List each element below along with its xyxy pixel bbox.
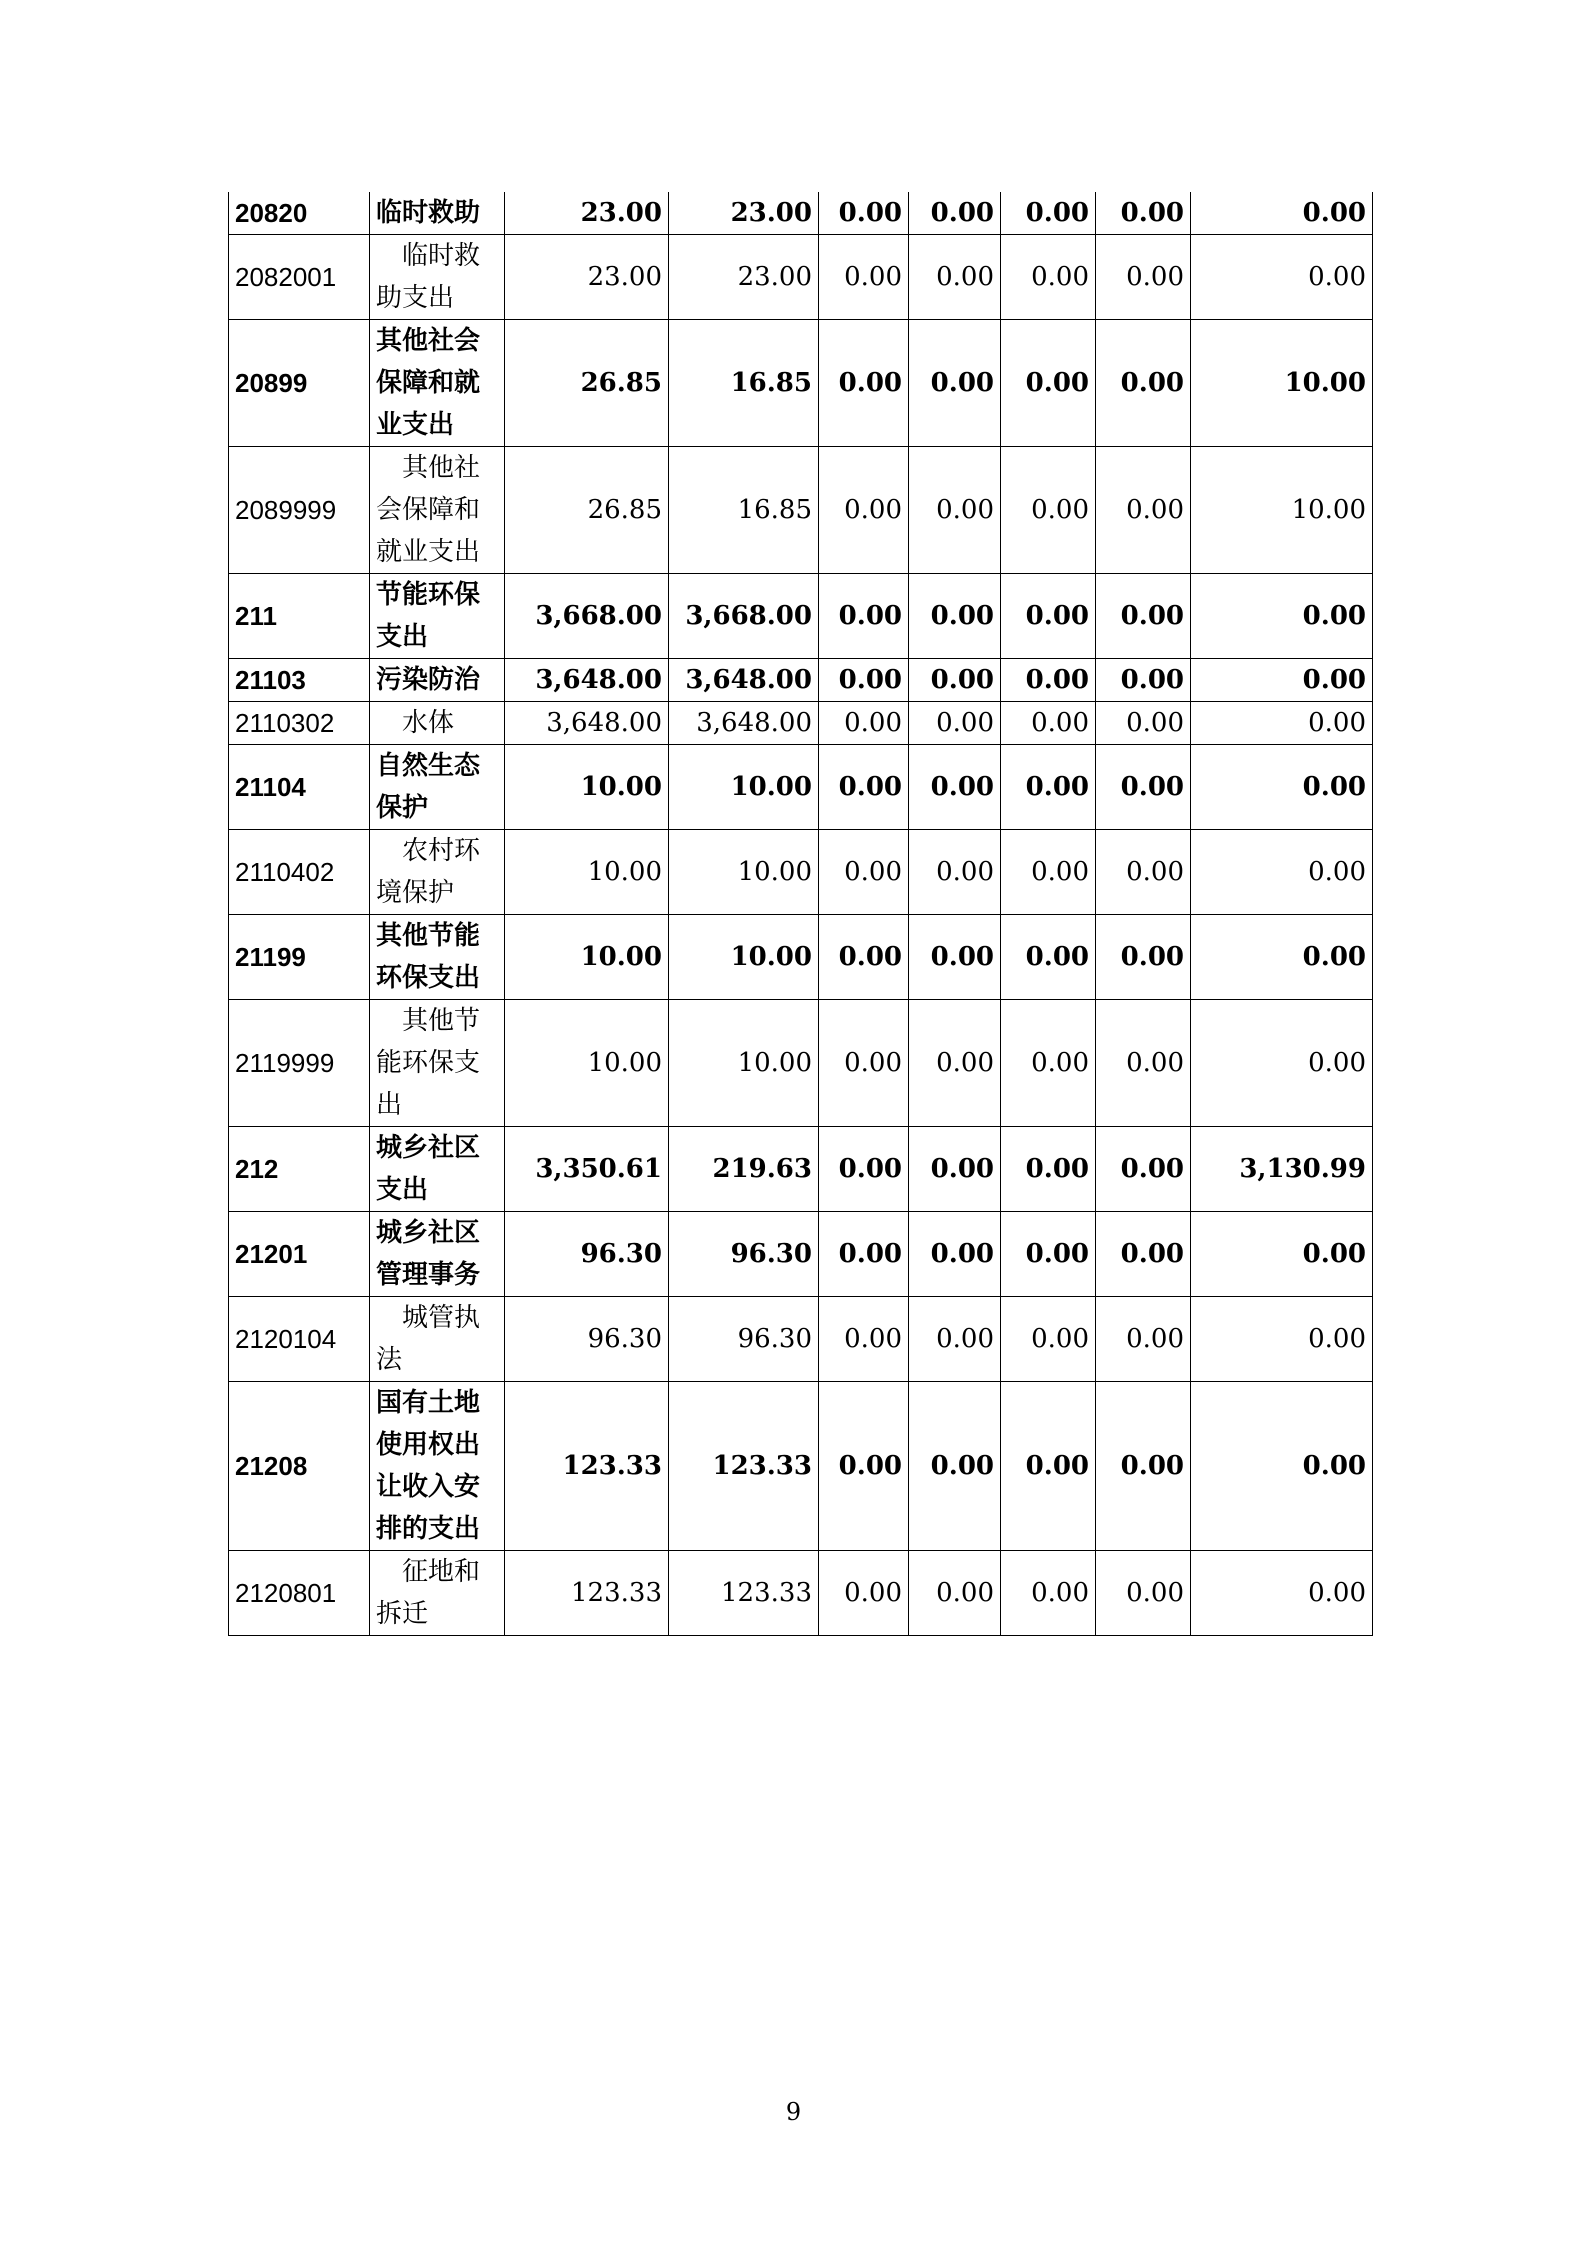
amount-cell: 0.00 <box>819 447 909 574</box>
table-row-category <box>229 915 1373 1000</box>
amount-cell: 0.00 <box>1096 192 1191 235</box>
subject-code-cell: 21199 <box>229 915 370 1000</box>
amount-cell: 3,648.00 <box>505 702 669 745</box>
amount-cell: 0.00 <box>909 702 1001 745</box>
subject-name-cell: 其他节能环保支出 <box>370 1000 505 1127</box>
amount-cell: 0.00 <box>819 1212 909 1297</box>
amount-cell: 0.00 <box>1001 1127 1096 1212</box>
subject-name-cell: 征地和拆迁 <box>370 1551 505 1636</box>
amount-cell: 0.00 <box>1191 1212 1373 1297</box>
amount-cell: 0.00 <box>1001 1212 1096 1297</box>
subject-code-cell: 21103 <box>229 659 370 702</box>
amount-cell: 0.00 <box>909 1127 1001 1212</box>
table-row-item <box>229 830 1373 915</box>
amount-cell: 0.00 <box>1001 1000 1096 1127</box>
amount-cell: 0.00 <box>909 447 1001 574</box>
table-row-item <box>229 702 1373 745</box>
amount-cell: 0.00 <box>1001 1382 1096 1551</box>
subject-code-cell: 2110402 <box>229 830 370 915</box>
amount-cell: 10.00 <box>505 830 669 915</box>
amount-cell: 23.00 <box>669 192 819 235</box>
subject-name-cell: 其他社会保障和就业支出 <box>370 320 505 447</box>
table-row-category <box>229 320 1373 447</box>
amount-cell: 0.00 <box>1191 192 1373 235</box>
subject-name-cell: 自然生态保护 <box>370 745 505 830</box>
subject-code-cell: 2082001 <box>229 235 370 320</box>
amount-cell: 123.33 <box>669 1382 819 1551</box>
subject-name-cell: 城乡社区管理事务 <box>370 1212 505 1297</box>
subject-name-cell: 污染防治 <box>370 659 505 702</box>
amount-cell: 0.00 <box>1001 235 1096 320</box>
amount-cell: 0.00 <box>1191 745 1373 830</box>
budget-expenditure-table <box>228 192 1373 1636</box>
amount-cell: 0.00 <box>909 1212 1001 1297</box>
amount-cell: 3,648.00 <box>669 702 819 745</box>
amount-cell: 0.00 <box>819 235 909 320</box>
amount-cell: 23.00 <box>669 235 819 320</box>
amount-cell: 219.63 <box>669 1127 819 1212</box>
amount-cell: 10.00 <box>669 830 819 915</box>
amount-cell: 0.00 <box>909 192 1001 235</box>
amount-cell: 96.30 <box>505 1212 669 1297</box>
subject-name-cell: 城乡社区支出 <box>370 1127 505 1212</box>
subject-code-cell: 212 <box>229 1127 370 1212</box>
amount-cell: 96.30 <box>669 1212 819 1297</box>
amount-cell: 0.00 <box>1191 574 1373 659</box>
amount-cell: 123.33 <box>505 1382 669 1551</box>
amount-cell: 23.00 <box>505 192 669 235</box>
amount-cell: 0.00 <box>1191 1297 1373 1382</box>
subject-code-cell: 211 <box>229 574 370 659</box>
amount-cell: 123.33 <box>505 1551 669 1636</box>
amount-cell: 0.00 <box>909 235 1001 320</box>
subject-code-cell: 20820 <box>229 192 370 235</box>
subject-code-cell: 2110302 <box>229 702 370 745</box>
table-row-category <box>229 659 1373 702</box>
amount-cell: 0.00 <box>819 320 909 447</box>
table-row-category <box>229 1212 1373 1297</box>
amount-cell: 123.33 <box>669 1551 819 1636</box>
amount-cell: 0.00 <box>819 1551 909 1636</box>
table-row-item <box>229 1297 1373 1382</box>
amount-cell: 3,668.00 <box>669 574 819 659</box>
amount-cell: 0.00 <box>1096 702 1191 745</box>
subject-name-cell: 国有土地使用权出让收入安排的支出 <box>370 1382 505 1551</box>
amount-cell: 10.00 <box>1191 320 1373 447</box>
amount-cell: 23.00 <box>505 235 669 320</box>
amount-cell: 0.00 <box>819 192 909 235</box>
amount-cell: 0.00 <box>1191 1382 1373 1551</box>
amount-cell: 10.00 <box>505 1000 669 1127</box>
amount-cell: 0.00 <box>1096 1127 1191 1212</box>
subject-name-cell: 其他社会保障和就业支出 <box>370 447 505 574</box>
amount-cell: 3,668.00 <box>505 574 669 659</box>
amount-cell: 10.00 <box>505 745 669 830</box>
amount-cell: 0.00 <box>819 915 909 1000</box>
amount-cell: 0.00 <box>1096 320 1191 447</box>
table-row-item <box>229 447 1373 574</box>
amount-cell: 0.00 <box>909 320 1001 447</box>
amount-cell: 0.00 <box>1191 915 1373 1000</box>
page-number: 9 <box>785 2098 802 2126</box>
amount-cell: 0.00 <box>1191 702 1373 745</box>
amount-cell: 16.85 <box>669 320 819 447</box>
subject-name-cell: 城管执法 <box>370 1297 505 1382</box>
subject-code-cell: 20899 <box>229 320 370 447</box>
amount-cell: 0.00 <box>909 745 1001 830</box>
amount-cell: 0.00 <box>1001 915 1096 1000</box>
subject-name-cell: 农村环境保护 <box>370 830 505 915</box>
table-body <box>229 192 1373 1636</box>
subject-code-cell: 2120104 <box>229 1297 370 1382</box>
table-row-category <box>229 745 1373 830</box>
amount-cell: 0.00 <box>819 830 909 915</box>
table-row-item <box>229 1000 1373 1127</box>
amount-cell: 3,648.00 <box>669 659 819 702</box>
amount-cell: 0.00 <box>1096 1297 1191 1382</box>
amount-cell: 0.00 <box>1001 574 1096 659</box>
amount-cell: 10.00 <box>505 915 669 1000</box>
subject-code-cell: 2089999 <box>229 447 370 574</box>
table-row-item <box>229 1551 1373 1636</box>
amount-cell: 0.00 <box>1096 745 1191 830</box>
amount-cell: 0.00 <box>1001 1551 1096 1636</box>
subject-code-cell: 21104 <box>229 745 370 830</box>
amount-cell: 0.00 <box>1096 659 1191 702</box>
amount-cell: 0.00 <box>819 1382 909 1551</box>
subject-code-cell: 2120801 <box>229 1551 370 1636</box>
amount-cell: 0.00 <box>1096 447 1191 574</box>
amount-cell: 3,350.61 <box>505 1127 669 1212</box>
amount-cell: 26.85 <box>505 447 669 574</box>
subject-code-cell: 21201 <box>229 1212 370 1297</box>
subject-name-cell: 其他节能环保支出 <box>370 915 505 1000</box>
amount-cell: 0.00 <box>1191 830 1373 915</box>
subject-name-cell: 临时救助 <box>370 192 505 235</box>
amount-cell: 0.00 <box>1096 1212 1191 1297</box>
amount-cell: 0.00 <box>1096 1551 1191 1636</box>
table-row-category <box>229 574 1373 659</box>
amount-cell: 0.00 <box>909 1382 1001 1551</box>
amount-cell: 0.00 <box>1096 830 1191 915</box>
amount-cell: 0.00 <box>1001 192 1096 235</box>
amount-cell: 0.00 <box>1001 447 1096 574</box>
amount-cell: 3,130.99 <box>1191 1127 1373 1212</box>
subject-code-cell: 2119999 <box>229 1000 370 1127</box>
amount-cell: 0.00 <box>909 574 1001 659</box>
amount-cell: 10.00 <box>669 915 819 1000</box>
amount-cell: 10.00 <box>669 1000 819 1127</box>
table-row-category <box>229 1127 1373 1212</box>
subject-name-cell: 水体 <box>370 702 505 745</box>
amount-cell: 0.00 <box>1001 320 1096 447</box>
amount-cell: 0.00 <box>819 1127 909 1212</box>
amount-cell: 0.00 <box>1191 659 1373 702</box>
amount-cell: 0.00 <box>909 830 1001 915</box>
table-row-category <box>229 1382 1373 1551</box>
amount-cell: 0.00 <box>819 745 909 830</box>
amount-cell: 96.30 <box>505 1297 669 1382</box>
subject-code-cell: 21208 <box>229 1382 370 1551</box>
amount-cell: 0.00 <box>1001 830 1096 915</box>
subject-name-cell: 节能环保支出 <box>370 574 505 659</box>
amount-cell: 26.85 <box>505 320 669 447</box>
amount-cell: 0.00 <box>909 1551 1001 1636</box>
amount-cell: 0.00 <box>909 1000 1001 1127</box>
amount-cell: 0.00 <box>819 659 909 702</box>
amount-cell: 3,648.00 <box>505 659 669 702</box>
amount-cell: 0.00 <box>819 702 909 745</box>
amount-cell: 0.00 <box>909 659 1001 702</box>
amount-cell: 10.00 <box>669 745 819 830</box>
amount-cell: 0.00 <box>1001 745 1096 830</box>
amount-cell: 0.00 <box>909 1297 1001 1382</box>
subject-name-cell: 临时救助支出 <box>370 235 505 320</box>
amount-cell: 0.00 <box>1191 1551 1373 1636</box>
amount-cell: 96.30 <box>669 1297 819 1382</box>
amount-cell: 0.00 <box>1096 235 1191 320</box>
amount-cell: 0.00 <box>819 1297 909 1382</box>
amount-cell: 0.00 <box>1096 1000 1191 1127</box>
amount-cell: 10.00 <box>1191 447 1373 574</box>
amount-cell: 0.00 <box>1096 915 1191 1000</box>
amount-cell: 0.00 <box>1001 702 1096 745</box>
table-row-category <box>229 192 1373 235</box>
amount-cell: 0.00 <box>1191 1000 1373 1127</box>
amount-cell: 0.00 <box>1001 1297 1096 1382</box>
amount-cell: 0.00 <box>1096 574 1191 659</box>
amount-cell: 0.00 <box>819 574 909 659</box>
amount-cell: 0.00 <box>909 915 1001 1000</box>
amount-cell: 0.00 <box>1001 659 1096 702</box>
amount-cell: 0.00 <box>1191 235 1373 320</box>
amount-cell: 16.85 <box>669 447 819 574</box>
table-row-item <box>229 235 1373 320</box>
amount-cell: 0.00 <box>819 1000 909 1127</box>
amount-cell: 0.00 <box>1096 1382 1191 1551</box>
